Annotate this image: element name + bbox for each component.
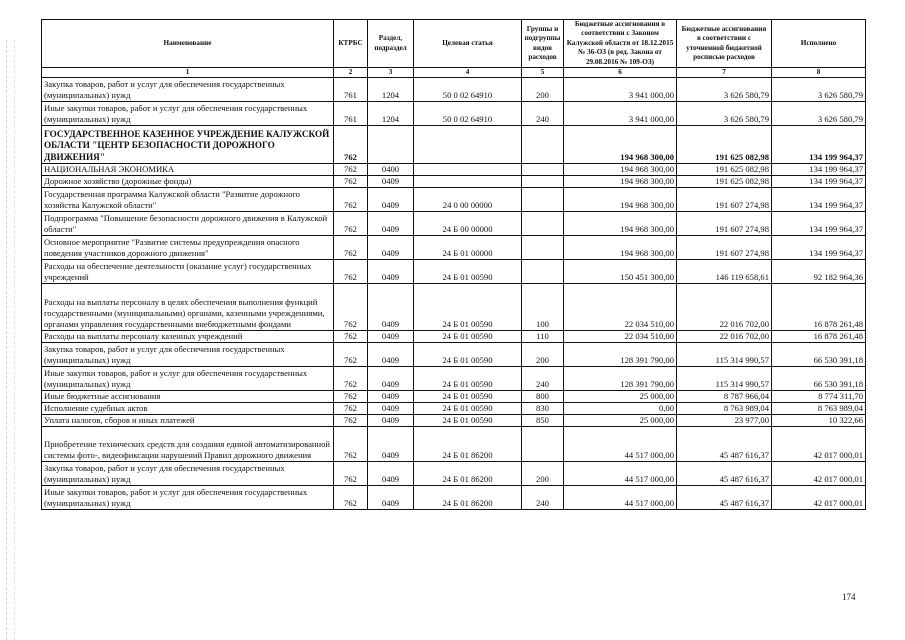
row-name: Закупка товаров, работ и услуг для обеспечения государственных (муниципальных) нужд <box>42 462 334 486</box>
scan-edge-line <box>14 40 16 640</box>
row-group <box>522 212 564 236</box>
row-target: 24 Б 00 00000 <box>414 212 522 236</box>
row-group: 240 <box>522 486 564 510</box>
row-krbs: 762 <box>334 212 368 236</box>
column-number: 1 <box>42 68 334 78</box>
row-name: Закупка товаров, работ и услуг для обеспечения государственных (муниципальных) нужд <box>42 78 334 102</box>
header-section: Раздел, подраздел <box>368 20 414 68</box>
row-law-amount: 150 451 300,00 <box>564 260 677 284</box>
table-row <box>42 427 866 462</box>
table-row <box>42 188 866 212</box>
row-target: 50 0 02 64910 <box>414 78 522 102</box>
row-refined-amount: 8 787 966,04 <box>677 391 772 403</box>
row-krbs: 762 <box>334 367 368 391</box>
row-executed-amount: 134 199 964,37 <box>772 212 866 236</box>
row-target: 50 0 02 64910 <box>414 102 522 126</box>
header-executed: Исполнено <box>772 20 866 68</box>
row-name: Подпрограмма "Повышение безопасности дорожного движения в Калужской области" <box>42 212 334 236</box>
row-law-amount: 25 000,00 <box>564 415 677 427</box>
table-row <box>42 126 866 164</box>
row-law-amount: 44 517 000,00 <box>564 462 677 486</box>
row-section: 0409 <box>368 331 414 343</box>
row-krbs: 762 <box>334 188 368 212</box>
table-row <box>42 260 866 284</box>
row-krbs: 762 <box>334 403 368 415</box>
row-refined-amount: 23 977,00 <box>677 415 772 427</box>
row-krbs: 762 <box>334 284 368 331</box>
row-law-amount: 128 391 790,00 <box>564 367 677 391</box>
row-krbs: 762 <box>334 486 368 510</box>
row-name: Исполнение судебных актов <box>42 403 334 415</box>
header-krbs: КТРБС <box>334 20 368 68</box>
row-section: 0409 <box>368 427 414 462</box>
row-krbs: 761 <box>334 102 368 126</box>
header-target: Целевая статья <box>414 20 522 68</box>
column-number-row <box>42 68 866 78</box>
table-row <box>42 176 866 188</box>
row-group <box>522 188 564 212</box>
row-executed-amount: 134 199 964,37 <box>772 236 866 260</box>
row-target: 24 Б 01 00590 <box>414 391 522 403</box>
row-law-amount: 44 517 000,00 <box>564 486 677 510</box>
page-number: 174 <box>842 592 856 602</box>
row-law-amount: 194 968 300,00 <box>564 212 677 236</box>
row-law-amount: 194 968 300,00 <box>564 188 677 212</box>
row-executed-amount: 134 199 964,37 <box>772 188 866 212</box>
row-krbs: 762 <box>334 462 368 486</box>
row-refined-amount: 22 016 702,00 <box>677 284 772 331</box>
row-executed-amount: 134 199 964,37 <box>772 176 866 188</box>
row-krbs: 762 <box>334 391 368 403</box>
row-executed-amount: 8 774 311,70 <box>772 391 866 403</box>
row-refined-amount: 115 314 990,57 <box>677 343 772 367</box>
row-krbs: 762 <box>334 164 368 176</box>
row-target: 24 Б 01 00000 <box>414 236 522 260</box>
row-section: 0409 <box>368 212 414 236</box>
row-refined-amount: 115 314 990,57 <box>677 367 772 391</box>
row-section: 0409 <box>368 260 414 284</box>
row-refined-amount: 3 626 580,79 <box>677 102 772 126</box>
row-law-amount: 44 517 000,00 <box>564 427 677 462</box>
scan-edge-line <box>6 40 8 640</box>
row-refined-amount: 191 607 274,98 <box>677 188 772 212</box>
row-target: 24 Б 01 86200 <box>414 462 522 486</box>
row-group: 830 <box>522 403 564 415</box>
row-group: 240 <box>522 367 564 391</box>
table-row <box>42 331 866 343</box>
row-law-amount: 22 034 510,00 <box>564 331 677 343</box>
row-target <box>414 164 522 176</box>
row-target: 24 Б 01 86200 <box>414 486 522 510</box>
row-section: 0400 <box>368 164 414 176</box>
row-law-amount: 3 941 000,00 <box>564 102 677 126</box>
row-section: 0409 <box>368 367 414 391</box>
table-row <box>42 367 866 391</box>
row-law-amount: 128 391 790,00 <box>564 343 677 367</box>
row-name: Расходы на обеспечение деятельности (оказание услуг) государственных учреждений <box>42 260 334 284</box>
row-name: Иные закупки товаров, работ и услуг для обеспечения государственных (муниципальных) нужд <box>42 486 334 510</box>
row-section: 0409 <box>368 415 414 427</box>
row-krbs: 762 <box>334 260 368 284</box>
table-row <box>42 212 866 236</box>
table-row <box>42 415 866 427</box>
row-refined-amount: 8 763 989,04 <box>677 403 772 415</box>
row-group: 800 <box>522 391 564 403</box>
column-number: 5 <box>522 68 564 78</box>
row-group <box>522 427 564 462</box>
header-refined-appropriations: Бюджетные ассигнования в соответствии с уточненной бюджетной росписью расходов <box>677 20 772 68</box>
row-refined-amount: 191 625 082,98 <box>677 176 772 188</box>
row-krbs: 761 <box>334 78 368 102</box>
row-law-amount: 25 000,00 <box>564 391 677 403</box>
column-number: 2 <box>334 68 368 78</box>
row-name: ГОСУДАРСТВЕННОЕ КАЗЕННОЕ УЧРЕЖДЕНИЕ КАЛУЖСКОЙ ОБЛАСТИ "ЦЕНТР БЕЗОПАСНОСТИ ДОРОЖНОГО ДВИЖЕНИЯ" <box>42 126 334 164</box>
row-name: Иные бюджетные ассигнования <box>42 391 334 403</box>
row-executed-amount: 16 878 261,48 <box>772 284 866 331</box>
row-refined-amount: 45 487 616,37 <box>677 486 772 510</box>
row-group: 200 <box>522 343 564 367</box>
table-header-row <box>42 20 866 68</box>
row-name: Закупка товаров, работ и услуг для обеспечения государственных (муниципальных) нужд <box>42 343 334 367</box>
row-executed-amount: 134 199 964,37 <box>772 164 866 176</box>
row-section: 1204 <box>368 78 414 102</box>
column-number: 3 <box>368 68 414 78</box>
row-name: Основное мероприятие "Развитие системы предупреждения опасного поведения участников дорожного движения" <box>42 236 334 260</box>
row-refined-amount: 191 607 274,98 <box>677 236 772 260</box>
table-row <box>42 391 866 403</box>
header-law-appropriations: Бюджетные ассигнования в соответствии с Законом Калужской области от 18.12.2015 № 36-ОЗ (в ред. Закона от 29.08.2016 № 109-ОЗ) <box>564 20 677 68</box>
row-group: 100 <box>522 284 564 331</box>
row-law-amount: 194 968 300,00 <box>564 236 677 260</box>
row-krbs: 762 <box>334 176 368 188</box>
row-group <box>522 164 564 176</box>
row-name: Дорожное хозяйство (дорожные фонды) <box>42 176 334 188</box>
table-row <box>42 78 866 102</box>
row-executed-amount: 92 182 964,36 <box>772 260 866 284</box>
header-name: Наименование <box>42 20 334 68</box>
table-row <box>42 102 866 126</box>
row-refined-amount: 146 119 658,61 <box>677 260 772 284</box>
row-executed-amount: 42 017 000,01 <box>772 462 866 486</box>
row-group <box>522 260 564 284</box>
row-section: 0409 <box>368 343 414 367</box>
row-krbs: 762 <box>334 427 368 462</box>
row-executed-amount: 10 322,66 <box>772 415 866 427</box>
row-target <box>414 176 522 188</box>
row-refined-amount: 45 487 616,37 <box>677 427 772 462</box>
row-target: 24 Б 01 00590 <box>414 343 522 367</box>
row-krbs: 762 <box>334 236 368 260</box>
row-executed-amount: 3 626 580,79 <box>772 102 866 126</box>
row-refined-amount: 191 625 082,98 <box>677 126 772 164</box>
row-name: Уплата налогов, сборов и иных платежей <box>42 415 334 427</box>
row-group: 850 <box>522 415 564 427</box>
row-target: 24 Б 01 86200 <box>414 427 522 462</box>
row-section: 0409 <box>368 284 414 331</box>
row-section: 1204 <box>368 102 414 126</box>
row-group: 200 <box>522 462 564 486</box>
table-row <box>42 236 866 260</box>
row-target: 24 Б 01 00590 <box>414 284 522 331</box>
row-executed-amount: 134 199 964,37 <box>772 126 866 164</box>
row-law-amount: 22 034 510,00 <box>564 284 677 331</box>
row-section: 0409 <box>368 403 414 415</box>
row-executed-amount: 8 763 989,04 <box>772 403 866 415</box>
table-row <box>42 284 866 331</box>
table-row <box>42 403 866 415</box>
row-target: 24 Б 01 00590 <box>414 415 522 427</box>
table-row <box>42 164 866 176</box>
row-name: Приобретение технических средств для создания единой автоматизированной системы фото-, видеофиксации нарушений Правил дорожного движения <box>42 427 334 462</box>
row-section: 0409 <box>368 176 414 188</box>
row-executed-amount: 66 530 391,18 <box>772 367 866 391</box>
column-number: 4 <box>414 68 522 78</box>
row-krbs: 762 <box>334 415 368 427</box>
row-group: 200 <box>522 78 564 102</box>
row-krbs: 762 <box>334 126 368 164</box>
row-krbs: 762 <box>334 343 368 367</box>
budget-execution-table <box>41 19 866 510</box>
row-group <box>522 176 564 188</box>
row-law-amount: 3 941 000,00 <box>564 78 677 102</box>
row-target: 24 0 00 00000 <box>414 188 522 212</box>
row-name: НАЦИОНАЛЬНАЯ ЭКОНОМИКА <box>42 164 334 176</box>
row-group <box>522 126 564 164</box>
row-refined-amount: 22 016 702,00 <box>677 331 772 343</box>
row-section: 0409 <box>368 188 414 212</box>
row-refined-amount: 191 625 082,98 <box>677 164 772 176</box>
table-row <box>42 486 866 510</box>
row-executed-amount: 42 017 000,01 <box>772 427 866 462</box>
row-refined-amount: 45 487 616,37 <box>677 462 772 486</box>
row-executed-amount: 3 626 580,79 <box>772 78 866 102</box>
row-law-amount: 194 968 300,00 <box>564 126 677 164</box>
header-groups: Группы и подгруппы видов расходов <box>522 20 564 68</box>
row-section <box>368 126 414 164</box>
row-target: 24 Б 01 00590 <box>414 403 522 415</box>
row-section: 0409 <box>368 236 414 260</box>
row-target: 24 Б 01 00590 <box>414 260 522 284</box>
row-name: Расходы на выплаты персоналу в целях обеспечения выполнения функций государственными (муниципальными) органами, казенными учреждениями, органами управления государственными внебюджетными фондами <box>42 284 334 331</box>
row-name: Государственная программа Калужской области "Развитие дорожного хозяйства Калужской области" <box>42 188 334 212</box>
row-law-amount: 0,00 <box>564 403 677 415</box>
row-group: 110 <box>522 331 564 343</box>
table-row <box>42 343 866 367</box>
row-law-amount: 194 968 300,00 <box>564 164 677 176</box>
row-section: 0409 <box>368 462 414 486</box>
row-target <box>414 126 522 164</box>
column-number: 6 <box>564 68 677 78</box>
table-row <box>42 462 866 486</box>
row-refined-amount: 3 626 580,79 <box>677 78 772 102</box>
column-number: 7 <box>677 68 772 78</box>
row-target: 24 Б 01 00590 <box>414 331 522 343</box>
row-law-amount: 194 968 300,00 <box>564 176 677 188</box>
row-name: Расходы на выплаты персоналу казенных учреждений <box>42 331 334 343</box>
row-executed-amount: 66 530 391,18 <box>772 343 866 367</box>
row-section: 0409 <box>368 391 414 403</box>
row-name: Иные закупки товаров, работ и услуг для обеспечения государственных (муниципальных) нужд <box>42 102 334 126</box>
row-executed-amount: 16 878 261,48 <box>772 331 866 343</box>
row-group <box>522 236 564 260</box>
row-executed-amount: 42 017 000,01 <box>772 486 866 510</box>
row-section: 0409 <box>368 486 414 510</box>
row-refined-amount: 191 607 274,98 <box>677 212 772 236</box>
column-number: 8 <box>772 68 866 78</box>
row-target: 24 Б 01 00590 <box>414 367 522 391</box>
row-krbs: 762 <box>334 331 368 343</box>
row-group: 240 <box>522 102 564 126</box>
row-name: Иные закупки товаров, работ и услуг для обеспечения государственных (муниципальных) нужд <box>42 367 334 391</box>
